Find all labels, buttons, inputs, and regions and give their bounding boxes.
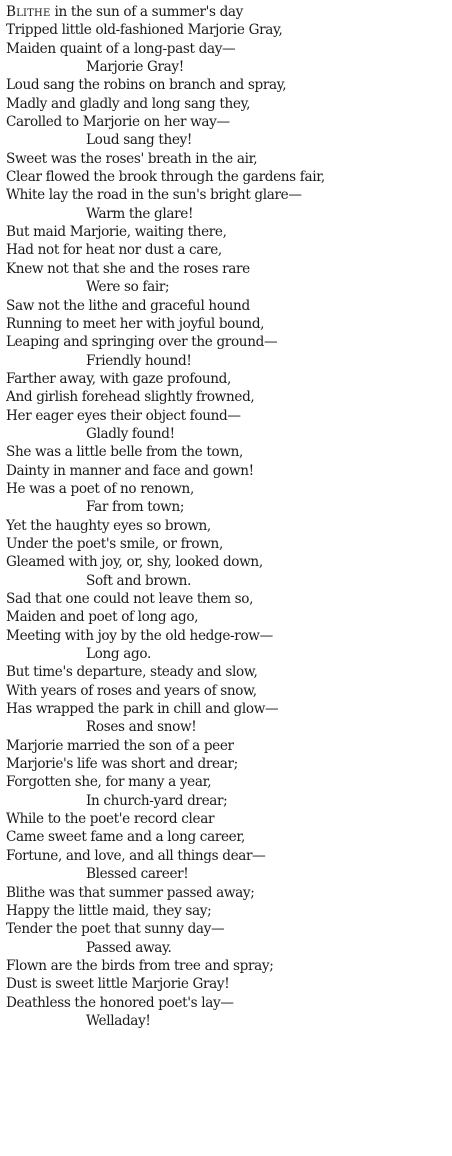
poem-refrain-line: Blessed career! (86, 866, 189, 883)
poem-refrain-line: Welladay! (86, 1012, 151, 1029)
poem-line: Deathless the honored poet's lay— (6, 994, 234, 1011)
poem-line: Dust is sweet little Marjorie Gray! (6, 976, 230, 993)
poem-line: Farther away, with gaze profound, (6, 370, 231, 387)
poem-line: Came sweet fame and a long career, (6, 829, 245, 846)
poem-refrain-line: Passed away. (86, 939, 172, 956)
poem-refrain-line: Far from town; (86, 499, 185, 516)
poem-line: Yet the haughty eyes so brown, (6, 517, 211, 534)
poem-line: Happy the little maid, they say; (6, 902, 212, 919)
poem-line: Tripped little old-fashioned Marjorie Gray, (6, 22, 283, 39)
poem-refrain-line: Were so fair; (86, 279, 170, 296)
poem-line: Blithe was that summer passed away; (6, 884, 255, 901)
poem-refrain-line: Gladly found! (86, 425, 175, 442)
poem-line: Marjorie's life was short and drear; (6, 756, 238, 773)
poem-refrain-line: Warm the glare! (86, 205, 194, 222)
poem-line: Fortune, and love, and all things dear— (6, 847, 266, 864)
poem-refrain-line: In church-yard drear; (86, 792, 228, 809)
poem-line: Saw not the lithe and graceful hound (6, 297, 250, 314)
poem-line: Gleamed with joy, or, shy, looked down, (6, 554, 263, 571)
poem-line: Marjorie married the son of a peer (6, 737, 234, 754)
poem-line: Madly and gladly and long sang they, (6, 95, 251, 112)
first-word: Blithe (6, 4, 51, 20)
poem-line: Tender the poet that sunny day— (6, 921, 225, 938)
poem-text (6, 3, 450, 1030)
poem-line: Sweet was the roses' breath in the air, (6, 150, 258, 167)
poem-lines (6, 21, 450, 1030)
poem-line: He was a poet of no renown, (6, 480, 194, 497)
poem-line: Under the poet's smile, or frown, (6, 535, 223, 552)
poem-refrain-line: Friendly hound! (86, 352, 192, 369)
poem-line: While to the poet'e record clear (6, 811, 215, 828)
poem-line-first (6, 3, 450, 21)
poem-line: Leaping and springing over the ground— (6, 334, 278, 351)
poem-line: Carolled to Marjorie on her way— (6, 114, 230, 131)
poem-line: Forgotten she, for many a year, (6, 774, 212, 791)
poem-refrain-line: Long ago. (86, 646, 151, 663)
poem-line: Knew not that she and the roses rare (6, 260, 250, 277)
poem-line: She was a little belle from the town, (6, 444, 243, 461)
poem-line: Her eager eyes their object found— (6, 407, 241, 424)
poem-line: Maiden and poet of long ago, (6, 609, 199, 626)
poem-line: Has wrapped the park in chill and glow— (6, 701, 279, 718)
poem-refrain-line: Loud sang they! (86, 132, 193, 149)
poem-refrain-line: Roses and snow! (86, 719, 197, 736)
poem-line: Running to meet her with joyful bound, (6, 315, 265, 332)
poem-line: Flown are the birds from tree and spray; (6, 957, 274, 974)
poem-line: Meeting with joy by the old hedge-row— (6, 627, 273, 644)
poem-refrain-line: Marjorie Gray! (86, 59, 184, 76)
poem-line: White lay the road in the sun's bright glare— (6, 187, 302, 204)
first-line-rest: in the sun of a summer's day (50, 4, 244, 20)
poem-line: Sad that one could not leave them so, (6, 591, 254, 607)
poem-line: Clear flowed the brook through the gardens fair, (6, 169, 325, 186)
poem-line: Maiden quaint of a long-past day— (6, 40, 236, 57)
poem-line: And girlish forehead slightly frowned, (6, 389, 255, 406)
poem-line: Had not for heat nor dust a care, (6, 242, 222, 259)
poem-line: With years of roses and years of snow, (6, 682, 257, 699)
poem-line: But maid Marjorie, waiting there, (6, 224, 227, 241)
poem-line: Loud sang the robins on branch and spray, (6, 77, 287, 94)
poem-line: But time's departure, steady and slow, (6, 664, 258, 681)
poem-refrain-line: Soft and brown. (86, 572, 192, 589)
poem-line: Dainty in manner and face and gown! (6, 462, 254, 479)
